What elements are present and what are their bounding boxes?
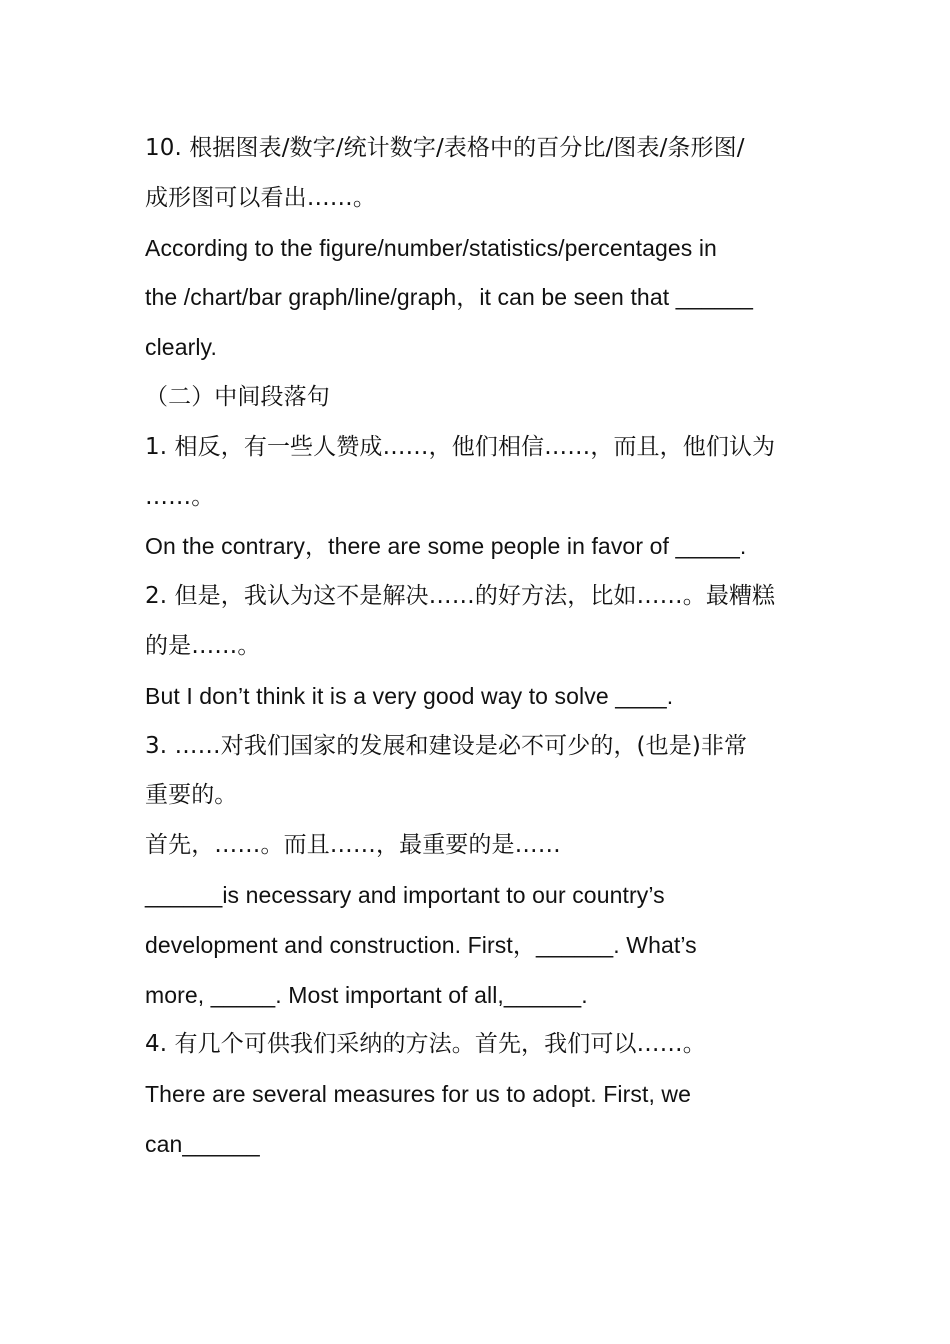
section-heading: （二）中间段落句 <box>145 383 330 410</box>
item-3-english-line-2: development and construction. First，______. What’s <box>145 931 697 958</box>
item-10-chinese-line-1: 10. 根据图表/数字/统计数字/表格中的百分比/图表/条形图/ <box>145 135 745 161</box>
item-3-english-line-3: more, _____. Most important of all,______. <box>145 981 588 1008</box>
item-4-english-line-1: There are several measures for us to adopt. First, we <box>145 1081 692 1108</box>
item-3-english-line-1: ______is necessary and important to our country’s <box>145 881 665 908</box>
item-3-chinese-line-2: 重要的。 <box>145 782 238 809</box>
item-4-english-line-2: can______ <box>145 1130 260 1157</box>
item-2-chinese-line-2: 的是……。 <box>145 632 261 659</box>
item-10-english-line-2: the /chart/bar graph/line/graph，it can be seen that ______ <box>145 284 754 311</box>
item-1-english-line: On the contrary，there are some people in favor of _____. <box>145 533 747 560</box>
item-3-chinese-line-3: 首先，……。而且……，最重要的是…… <box>145 832 561 859</box>
item-10-english-line-3: clearly. <box>145 334 217 361</box>
item-2-chinese-line-1: 2. 但是，我认为这不是解决……的好方法，比如……。最糟糕 <box>145 583 776 610</box>
item-1-chinese-line-1: 1. 相反，有一些人赞成……，他们相信……，而且，他们认为 <box>145 433 776 460</box>
item-1-chinese-line-2: ……。 <box>145 483 215 510</box>
item-3-chinese-line-1: 3. ……对我们国家的发展和建设是必不可少的，(也是)非常 <box>145 732 748 759</box>
item-10-chinese-line-2: 成形图可以看出……。 <box>145 184 376 211</box>
item-4-chinese-line: 4. 有几个可供我们采纳的方法。首先，我们可以……。 <box>145 1031 706 1058</box>
document-body <box>145 124 825 1170</box>
item-2-english-line: But I don’t think it is a very good way to solve ____. <box>145 682 674 709</box>
item-10-english-line-1: According to the figure/number/statistics/percentages in <box>145 234 717 261</box>
